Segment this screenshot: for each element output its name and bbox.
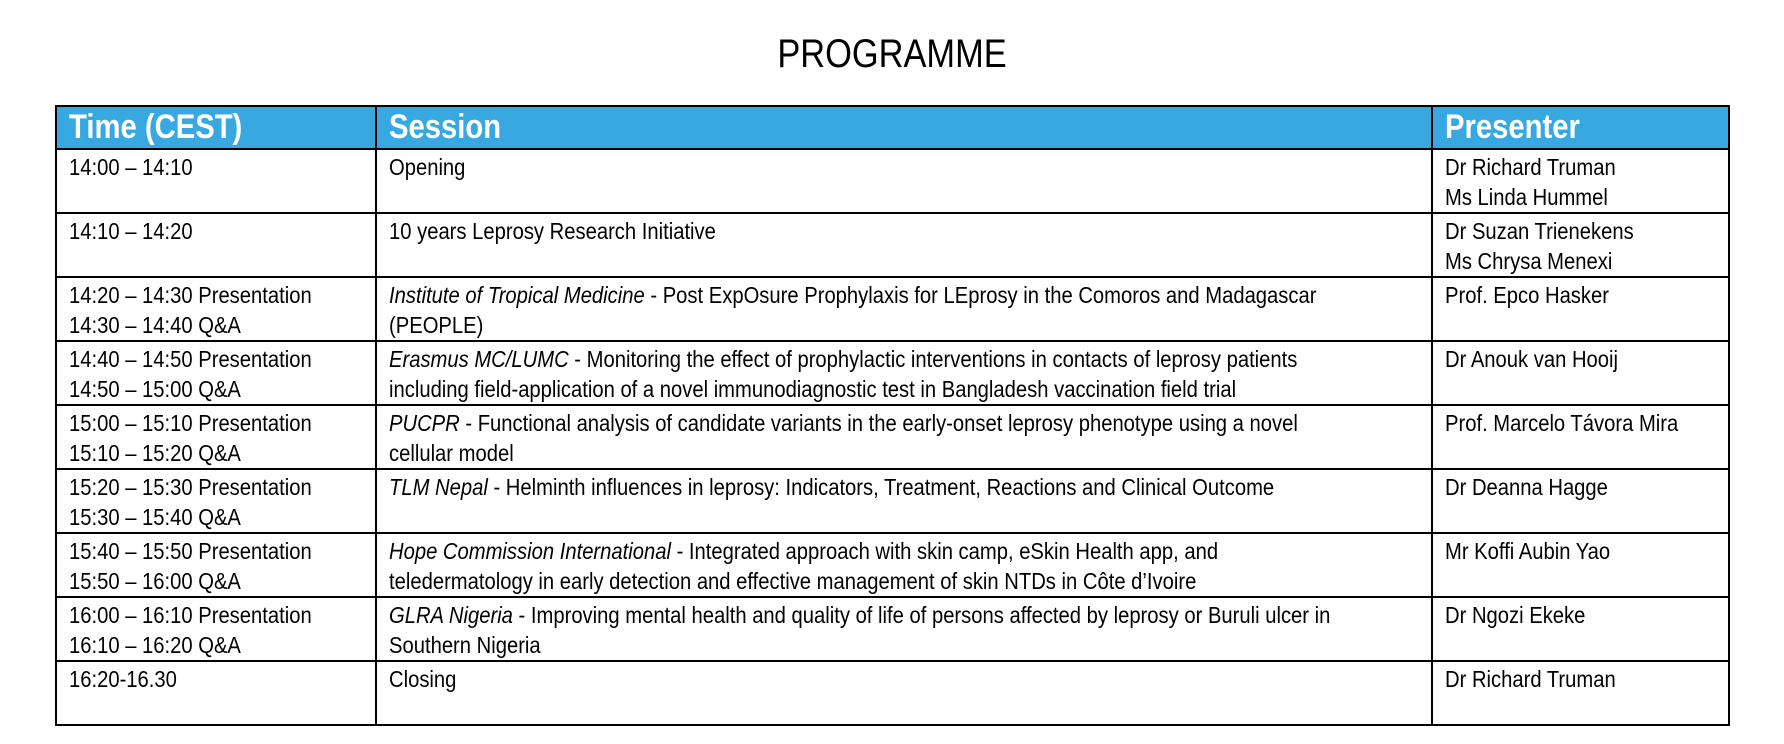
time-line: 15:50 – 16:00 Q&A	[69, 568, 241, 594]
presenter-cell	[1432, 469, 1729, 533]
time-cell	[56, 533, 376, 597]
table-row	[56, 213, 1729, 277]
table-header-row	[56, 106, 1729, 149]
presenter-name: Dr Ngozi Ekeke	[1445, 602, 1586, 628]
session-title-continued: cellular model	[389, 440, 514, 466]
presenter-name: Dr Richard Truman	[1445, 666, 1616, 692]
column-header-time-label: Time (CEST)	[69, 108, 243, 146]
column-header-session	[376, 106, 1432, 149]
time-cell	[56, 597, 376, 661]
session-title-continued	[389, 182, 1440, 212]
session-title: - Improving mental health and quality of life of persons affected by leprosy or Buruli ulcer in	[512, 602, 1331, 628]
session-cell	[376, 213, 1432, 277]
session-title-continued: including field-application of a novel immunodiagnostic test in Bangladesh vaccination field trial	[389, 376, 1237, 402]
column-header-presenter	[1432, 106, 1729, 149]
session-organisation: Hope Commission International	[389, 538, 671, 564]
presenter-name: Dr Anouk van Hooij	[1445, 346, 1619, 372]
presenter-name: Mr Koffi Aubin Yao	[1445, 538, 1611, 564]
session-title-continued: teledermatology in early detection and effective management of skin NTDs in Côte d’Ivoire	[389, 568, 1197, 594]
session-title: 10 years Leprosy Research Initiative	[389, 218, 716, 244]
presenter-cell	[1432, 149, 1729, 213]
time-cell	[56, 149, 376, 213]
session-title: Opening	[389, 154, 466, 180]
presenter-name	[1445, 310, 1739, 340]
session-title-continued: (PEOPLE)	[389, 312, 484, 338]
presenter-cell	[1432, 277, 1729, 341]
time-line: 14:40 – 14:50 Presentation	[69, 346, 312, 372]
column-header-time	[56, 106, 376, 149]
session-organisation: TLM Nepal	[389, 474, 488, 500]
time-cell	[56, 661, 376, 725]
session-title: - Monitoring the effect of prophylactic interventions in contacts of leprosy patients	[568, 346, 1298, 372]
time-line: 14:50 – 15:00 Q&A	[69, 376, 241, 402]
presenter-cell	[1432, 533, 1729, 597]
time-line: 16:20-16.30	[69, 666, 177, 692]
session-title-continued: Southern Nigeria	[389, 632, 541, 658]
table-row	[56, 405, 1729, 469]
time-line: 15:30 – 15:40 Q&A	[69, 504, 241, 530]
presenter-name	[1445, 566, 1739, 596]
session-cell	[376, 661, 1432, 725]
presenter-name: Prof. Epco Hasker	[1445, 282, 1609, 308]
session-cell	[376, 469, 1432, 533]
time-line	[69, 246, 386, 276]
page-title: PROGRAMME	[777, 32, 1007, 76]
table-row	[56, 341, 1729, 405]
session-organisation: Erasmus MC/LUMC	[389, 346, 569, 372]
session-cell	[376, 405, 1432, 469]
time-line: 14:30 – 14:40 Q&A	[69, 312, 241, 338]
session-organisation: GLRA Nigeria	[389, 602, 513, 628]
presenter-name: Dr Deanna Hagge	[1445, 474, 1608, 500]
session-cell	[376, 341, 1432, 405]
session-title: - Integrated approach with skin camp, eSkin Health app, and	[670, 538, 1219, 564]
session-cell	[376, 149, 1432, 213]
session-organisation: Institute of Tropical Medicine	[389, 282, 645, 308]
time-line	[69, 182, 386, 212]
session-title: Closing	[389, 666, 457, 692]
session-cell	[376, 597, 1432, 661]
column-header-presenter-label: Presenter	[1445, 108, 1580, 146]
table-row	[56, 469, 1729, 533]
table-row	[56, 149, 1729, 213]
session-cell	[376, 277, 1432, 341]
presenter-name: Ms Linda Hummel	[1445, 184, 1608, 210]
presenter-name	[1445, 694, 1739, 724]
time-cell	[56, 213, 376, 277]
time-cell	[56, 469, 376, 533]
time-line: 14:00 – 14:10	[69, 154, 193, 180]
time-line: 14:10 – 14:20	[69, 218, 193, 244]
session-title-continued	[389, 246, 1440, 276]
time-cell	[56, 277, 376, 341]
session-cell	[376, 533, 1432, 597]
session-title: - Helminth influences in leprosy: Indicators, Treatment, Reactions and Clinical Outcome	[487, 474, 1275, 500]
presenter-name	[1445, 630, 1739, 660]
table-row	[56, 661, 1729, 725]
time-line: 16:00 – 16:10 Presentation	[69, 602, 312, 628]
time-line: 15:20 – 15:30 Presentation	[69, 474, 312, 500]
time-line	[69, 694, 386, 724]
session-title: - Post ExpOsure Prophylaxis for LEprosy in the Comoros and Madagascar	[644, 282, 1317, 308]
time-line: 14:20 – 14:30 Presentation	[69, 282, 312, 308]
column-header-session-label: Session	[389, 108, 502, 146]
presenter-name: Dr Suzan Trienekens	[1445, 218, 1634, 244]
presenter-cell	[1432, 597, 1729, 661]
time-cell	[56, 341, 376, 405]
presenter-name: Prof. Marcelo Távora Mira	[1445, 410, 1679, 436]
presenter-name	[1445, 374, 1739, 404]
time-line: 15:40 – 15:50 Presentation	[69, 538, 312, 564]
time-line: 16:10 – 16:20 Q&A	[69, 632, 241, 658]
programme-table	[55, 105, 1730, 726]
table-row	[56, 277, 1729, 341]
session-title-continued	[389, 502, 1440, 532]
presenter-name	[1445, 438, 1739, 468]
presenter-cell	[1432, 661, 1729, 725]
time-line: 15:00 – 15:10 Presentation	[69, 410, 312, 436]
time-line: 15:10 – 15:20 Q&A	[69, 440, 241, 466]
table-row	[56, 597, 1729, 661]
presenter-cell	[1432, 405, 1729, 469]
presenter-name: Ms Chrysa Menexi	[1445, 248, 1613, 274]
table-row	[56, 533, 1729, 597]
presenter-name: Dr Richard Truman	[1445, 154, 1616, 180]
presenter-name	[1445, 502, 1739, 532]
session-title: - Functional analysis of candidate variants in the early-onset leprosy phenotype using a novel	[459, 410, 1298, 436]
time-cell	[56, 405, 376, 469]
presenter-cell	[1432, 213, 1729, 277]
session-organisation: PUCPR	[389, 410, 460, 436]
presenter-cell	[1432, 341, 1729, 405]
session-title-continued	[389, 694, 1440, 724]
